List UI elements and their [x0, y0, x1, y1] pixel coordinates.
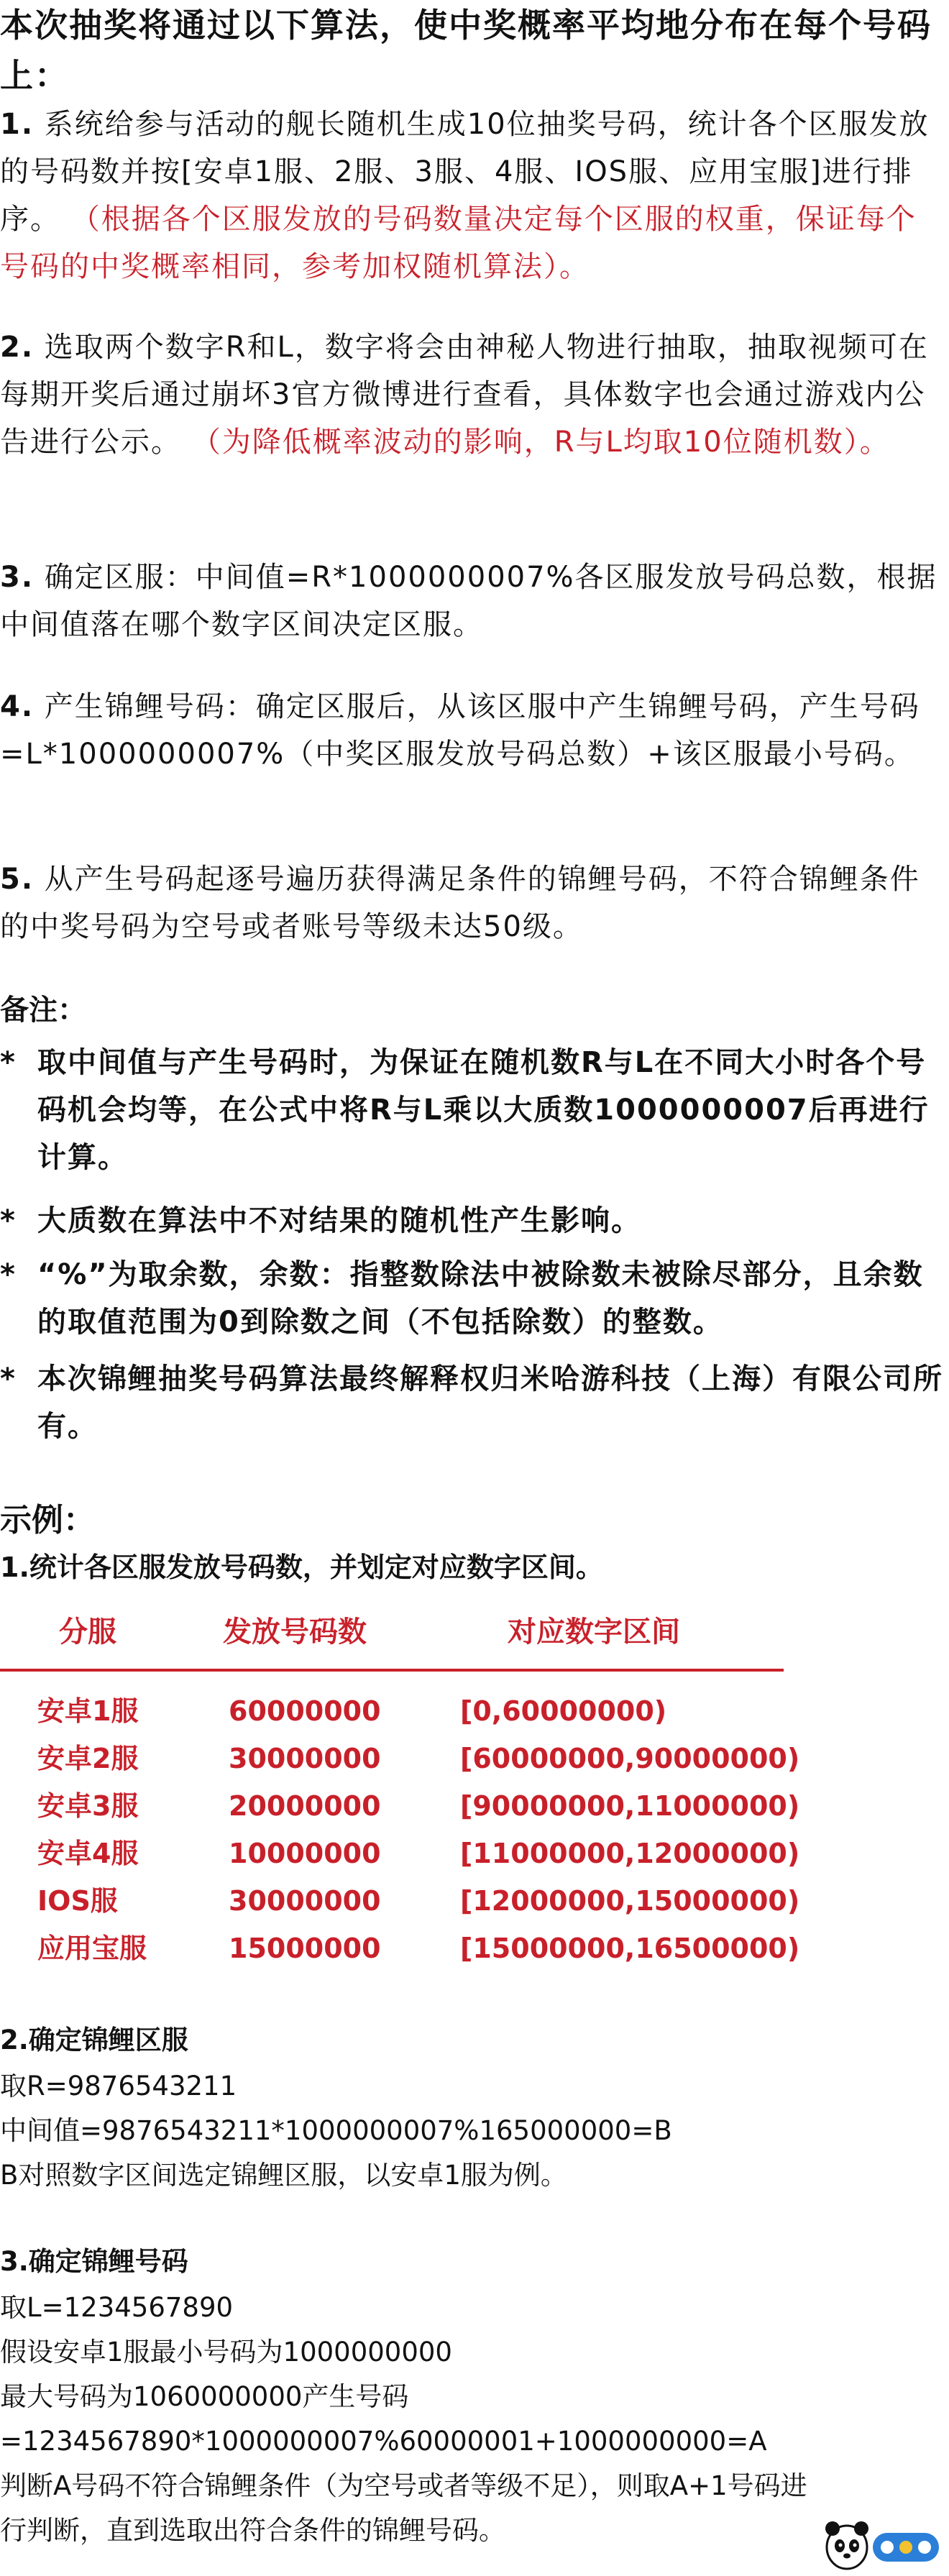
step-note: （为降低概率波动的影响，R与L均取10位随机数）。	[191, 426, 890, 459]
cell-count: 60000000	[229, 1695, 381, 1727]
example-line: 取L=1234567890	[0, 2292, 234, 2323]
step-text: 从产生号码起逐号遍历获得满足条件的锦鲤号码，不符合锦鲤条件的中奖号码为空号或者账号等级未达50级。	[0, 863, 920, 943]
table-header-range: 对应数字区间	[508, 1615, 680, 1649]
table-row	[0, 1735, 949, 1782]
server-table	[0, 1607, 949, 1995]
notes-heading: 备注：	[0, 994, 86, 1027]
cell-range: [0,60000000)	[460, 1695, 667, 1727]
note-item	[0, 1355, 945, 1450]
cell-range: [90000000,11000000)	[460, 1790, 800, 1822]
example-step-1: 1.统计各区服发放号码数，并划定对应数字区间。	[0, 1551, 603, 1583]
table-header-server: 分服	[59, 1615, 116, 1649]
step-3	[0, 554, 945, 648]
page-title: 本次抽奖将通过以下算法，使中奖概率平均地分布在每个号码上：	[0, 6, 932, 95]
table-row	[0, 1687, 949, 1735]
step-number: 2.	[0, 331, 35, 364]
step-number: 4.	[0, 690, 35, 723]
step-text: 选取两个数字R和L，数字将会由神秘人物进行抽取，抽取视频可在每期开奖后通过崩坏3官方微博进行查看，具体数字也会通过游戏内公告进行公示。	[0, 331, 929, 459]
step-text: 产生锦鲤号码：确定区服后，从该区服中产生锦鲤号码，产生号码=L*1000000007%（中奖区服发放号码总数）+该区服最小号码。	[0, 690, 920, 771]
step-number: 5.	[0, 863, 35, 896]
example-step-3-heading: 3.确定锦鲤号码	[0, 2246, 188, 2277]
step-text: 系统给参与活动的舰长随机生成10位抽奖号码，统计各个区服发放的号码数并按[安卓1服、2服、3服、4服、IOS服、应用宝服]进行排序。	[0, 108, 930, 236]
cell-count: 15000000	[229, 1933, 381, 1964]
example-line: =1234567890*1000000007%60000001+1000000000=A	[0, 2426, 767, 2457]
table-row	[0, 1782, 949, 1830]
example-heading: 示例：	[0, 1502, 95, 1539]
cell-range: [11000000,12000000)	[460, 1838, 800, 1869]
note-text: “%”为取余数，余数：指整数除法中被除数未被除尽部分，且余数的取值范围为0到除数之间（不包括除数）的整数。	[37, 1258, 924, 1339]
step-4	[0, 683, 945, 778]
table-row	[0, 1925, 949, 1972]
note-text: 大质数在算法中不对结果的随机性产生影响。	[37, 1204, 641, 1237]
example-line: 假设安卓1服最小号码为1000000000	[0, 2337, 452, 2368]
cell-range: [12000000,15000000)	[460, 1885, 800, 1917]
table-header-count: 发放号码数	[223, 1615, 367, 1649]
panda-mascot-icon	[822, 2514, 945, 2573]
cell-count: 10000000	[229, 1838, 381, 1869]
bullet-star: *	[0, 1204, 17, 1237]
note-item	[0, 1039, 945, 1181]
example-line: 最大号码为1060000000产生号码	[0, 2381, 409, 2412]
note-item	[0, 1197, 945, 1245]
example-step-2-heading: 2.确定锦鲤区服	[0, 2025, 188, 2055]
step-text: 确定区服：中间值=R*1000000007%各区服发放号码总数，根据中间值落在哪个数字区间决定区服。	[0, 561, 937, 641]
example-line: 判断A号码不符合锦鲤条件（为空号或者等级不足），则取A+1号码进行判断，直到选取出符合条件的锦鲤号码。	[0, 2470, 807, 2546]
step-note: （根据各个区服发放的号码数量决定每个区服的权重，保证每个号码的中奖概率相同，参考加权随机算法）。	[0, 203, 917, 283]
example-line: B对照数字区间选定锦鲤区服，以安卓1服为例。	[0, 2160, 567, 2191]
step-2	[0, 324, 945, 466]
step-number: 3.	[0, 561, 35, 594]
cell-count: 30000000	[229, 1743, 381, 1774]
table-row	[0, 1877, 949, 1925]
cell-count: 30000000	[229, 1885, 381, 1917]
cell-count: 20000000	[229, 1790, 381, 1822]
table-row	[0, 1830, 949, 1877]
cell-range: [15000000,16500000)	[460, 1933, 800, 1964]
example-line: 中间值=9876543211*1000000007%165000000=B	[0, 2115, 672, 2146]
bullet-star: *	[0, 1046, 17, 1079]
example-line: 取R=9876543211	[0, 2071, 237, 2101]
note-text: 本次锦鲤抽奖号码算法最终解释权归米哈游科技（上海）有限公司所有。	[37, 1362, 943, 1443]
cell-server: 安卓3服	[37, 1790, 139, 1822]
step-1	[0, 101, 945, 290]
cell-server: 应用宝服	[37, 1933, 147, 1964]
cell-server: 安卓2服	[37, 1743, 139, 1774]
step-5	[0, 856, 945, 950]
cell-server: IOS服	[37, 1885, 118, 1917]
cell-server: 安卓1服	[37, 1695, 139, 1727]
note-item	[0, 1251, 945, 1346]
step-number: 1.	[0, 108, 35, 141]
bullet-star: *	[0, 1258, 17, 1291]
note-text: 取中间值与产生号码时，为保证在随机数R与L在不同大小时各个号码机会均等，在公式中将R与L乘以大质数1000000007后再进行计算。	[37, 1046, 930, 1174]
cell-server: 安卓4服	[37, 1838, 139, 1869]
table-header-rule	[0, 1669, 784, 1672]
bullet-star: *	[0, 1362, 17, 1395]
cell-range: [60000000,90000000)	[460, 1743, 800, 1774]
